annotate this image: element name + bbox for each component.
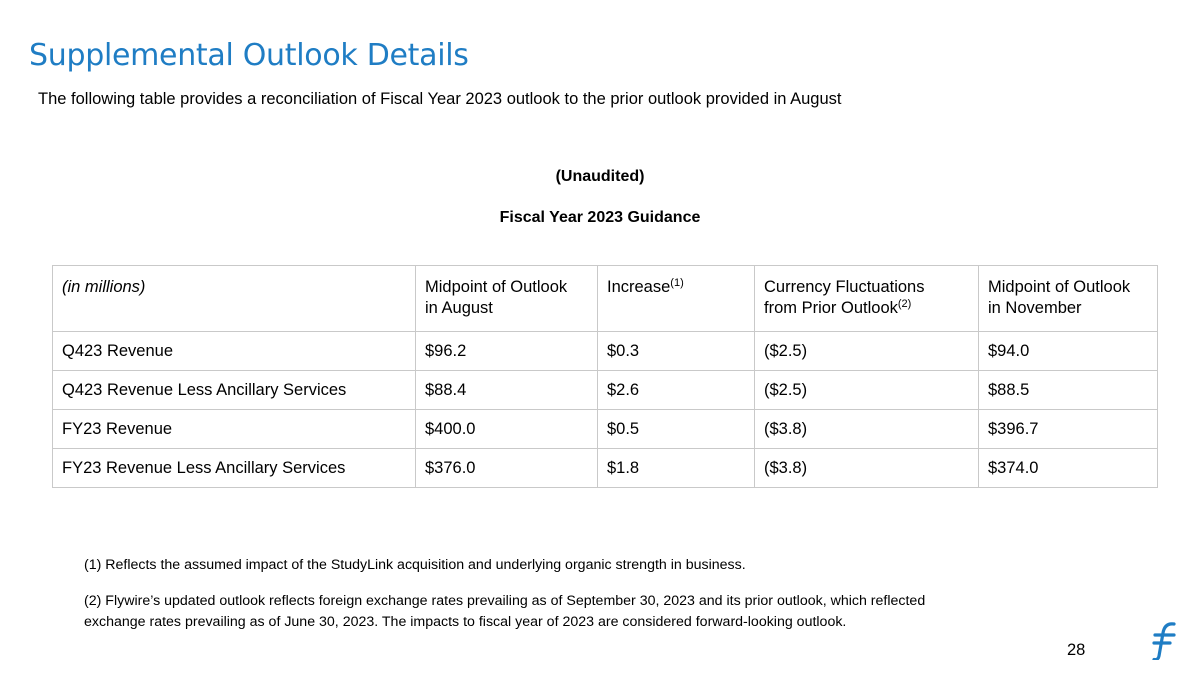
cell-midpoint-august: $400.0 xyxy=(416,410,598,449)
header-midpoint-august xyxy=(416,266,598,332)
table-header-row xyxy=(53,266,1158,332)
header-text-line2: in August xyxy=(425,299,493,317)
header-text-line2: from Prior Outlook xyxy=(764,299,898,317)
cell-currency: ($2.5) xyxy=(755,332,979,371)
header-text: Midpoint of Outlook xyxy=(988,278,1131,296)
table-row xyxy=(53,371,1158,410)
row-label: FY23 Revenue Less Ancillary Services xyxy=(53,449,416,488)
cell-midpoint-november: $94.0 xyxy=(979,332,1158,371)
table-row xyxy=(53,449,1158,488)
cell-midpoint-november: $88.5 xyxy=(979,371,1158,410)
footnote-2: (2) Flywire’s updated outlook reflects foreign exchange rates prevailing as of September 30, 2023 and its prior outlook, which reflected exchange rates prevailing as of June 30, 2023. The impacts to fiscal year of 2023 are considered forward-looking outlook. xyxy=(84,593,926,630)
header-text: Midpoint of Outlook xyxy=(425,278,568,296)
row-label: Q423 Revenue xyxy=(53,332,416,371)
footnote-ref-1: (1) xyxy=(670,277,684,289)
header-text-line2: in November xyxy=(988,299,1082,317)
cell-increase: $0.3 xyxy=(598,332,755,371)
header-text: Currency Fluctuations xyxy=(764,278,925,296)
page-number: 28 xyxy=(1067,641,1086,659)
outlook-table xyxy=(52,265,1158,488)
cell-midpoint-august: $88.4 xyxy=(416,371,598,410)
unaudited-label: (Unaudited) xyxy=(555,168,645,185)
page-subtitle: The following table provides a reconciliation of Fiscal Year 2023 outlook to the prior outlook provided in August xyxy=(38,90,842,108)
cell-increase: $1.8 xyxy=(598,449,755,488)
cell-increase: $0.5 xyxy=(598,410,755,449)
cell-midpoint-august: $376.0 xyxy=(416,449,598,488)
footnote-1: (1) Reflects the assumed impact of the StudyLink acquisition and underlying organic strength in business. xyxy=(84,557,746,573)
page-title: Supplemental Outlook Details xyxy=(29,38,469,73)
header-text: (in millions) xyxy=(62,278,146,296)
cell-currency: ($3.8) xyxy=(755,449,979,488)
cell-midpoint-november: $374.0 xyxy=(979,449,1158,488)
cell-increase: $2.6 xyxy=(598,371,755,410)
header-increase xyxy=(598,266,755,332)
row-label: Q423 Revenue Less Ancillary Services xyxy=(53,371,416,410)
footnote-ref-2: (2) xyxy=(897,298,912,310)
cell-currency: ($3.8) xyxy=(755,410,979,449)
table-row xyxy=(53,410,1158,449)
header-midpoint-november xyxy=(979,266,1158,332)
row-label: FY23 Revenue xyxy=(53,410,416,449)
cell-currency: ($2.5) xyxy=(755,371,979,410)
cell-midpoint-november: $396.7 xyxy=(979,410,1158,449)
flywire-logo-icon xyxy=(1150,620,1180,660)
header-in-millions xyxy=(53,266,416,332)
cell-midpoint-august: $96.2 xyxy=(416,332,598,371)
guidance-heading: Fiscal Year 2023 Guidance xyxy=(499,209,701,226)
table-row xyxy=(53,332,1158,371)
header-text: Increase xyxy=(607,278,671,296)
header-currency-fluctuations xyxy=(755,266,979,332)
